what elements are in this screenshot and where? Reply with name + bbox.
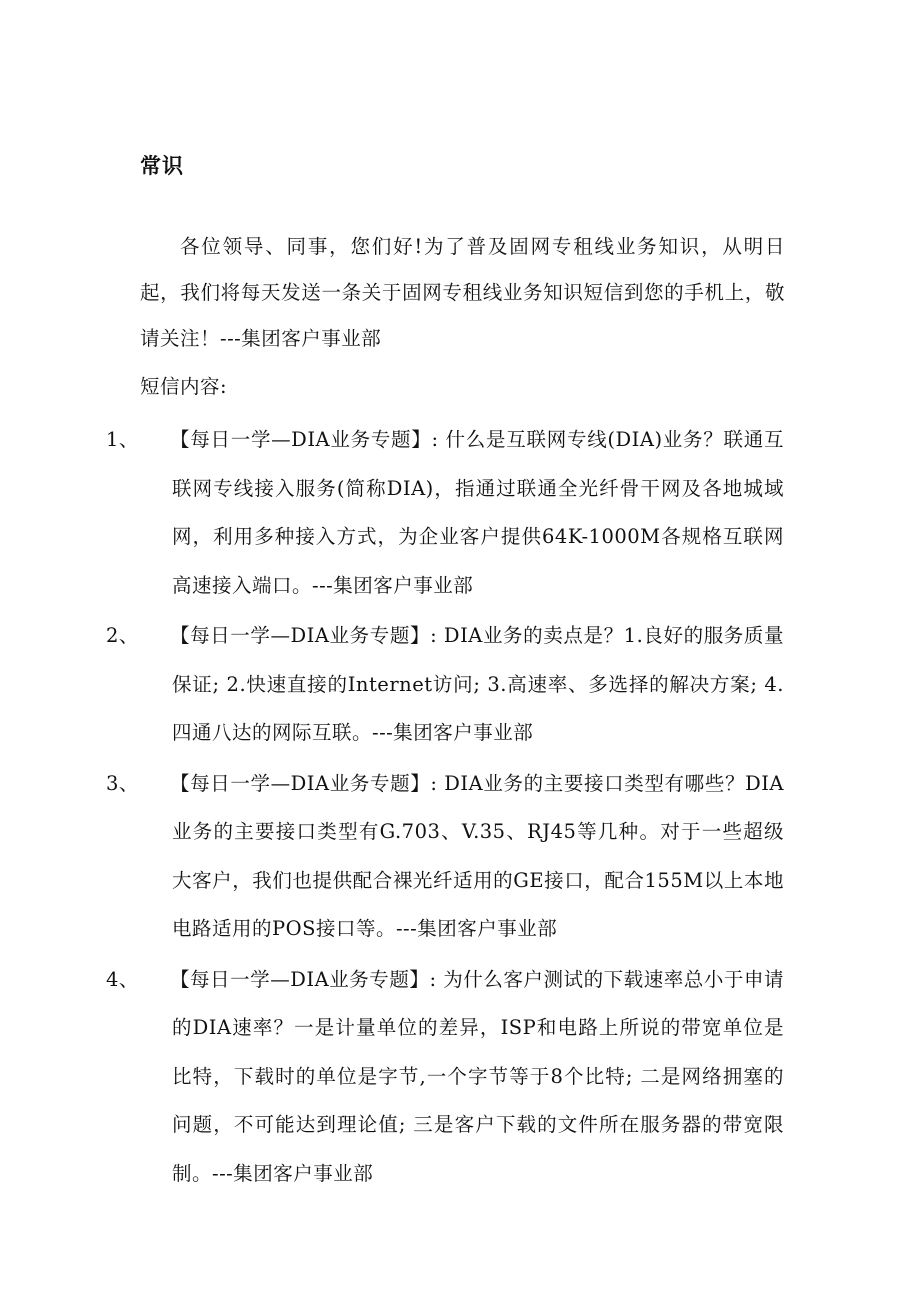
list-item bbox=[0, 760, 920, 954]
list-item-tag: 【每日一学—DIA业务专题】 bbox=[170, 428, 432, 451]
list-item-body: : 为什么客户测试的下载速率总小于申请的DIA速率？一是计量单位的差异，ISP和电路上所说的带宽单位是比特，下载时的单位是字节,一个字节等于8个比特; 二是网络拥塞的问题，不可能达到理论值; 三是客户下载的文件所在服务器的带宽限制。---集团客户事业部 bbox=[172, 967, 784, 1185]
list-item-tag: 【每日一学—DIA业务专题】 bbox=[170, 771, 431, 795]
message-list bbox=[0, 416, 920, 1198]
list-item-number: 1、 bbox=[106, 428, 139, 451]
list-item-body: : DIA业务的卖点是？1.良好的服务质量保证; 2.快速直接的Internet访问; 3.高速率、多选择的解决方案; 4.四通八达的网际互联。---集团客户事业部 bbox=[172, 624, 785, 744]
list-item-number: 2、 bbox=[106, 624, 139, 647]
list-item bbox=[0, 612, 920, 758]
message-content-label: 短信内容: bbox=[140, 375, 228, 398]
list-item-body: : DIA业务的主要接口类型有哪些？DIA业务的主要接口类型有G.703、V.35、RJ45等几种。对于一些超级大客户，我们也提供配合裸光纤适用的GE接口，配合155M以上本地电路适用的POS接口等。---集团客户事业部 bbox=[172, 771, 784, 940]
list-item-text bbox=[172, 760, 784, 954]
list-item bbox=[0, 956, 920, 1199]
list-item-number: 4、 bbox=[106, 967, 139, 991]
list-item-number: 3、 bbox=[106, 771, 139, 795]
list-item-tag: 【每日一学—DIA业务专题】 bbox=[170, 967, 430, 991]
list-item bbox=[0, 416, 920, 610]
list-item-body: : 什么是互联网专线(DIA)业务？联通互联网专线接入服务(简称DIA)，指通过联通全光纤骨干网及各地城域网，利用多种接入方式，为企业客户提供64K-1000M各规格互联网高速接入端口。---集团客户事业部 bbox=[172, 428, 784, 597]
list-item-text bbox=[172, 416, 784, 610]
intro-paragraph: 各位领导、同事，您们好!为了普及固网专租线业务知识，从明日起，我们将每天发送一条关于固网专租线业务知识短信到您的手机上，敬请关注！---集团客户事业部 bbox=[140, 235, 785, 350]
list-item-text bbox=[172, 612, 784, 758]
list-item-text bbox=[172, 956, 784, 1199]
list-item-tag: 【每日一学—DIA业务专题】 bbox=[170, 624, 431, 647]
document-heading: 常识 bbox=[140, 153, 184, 178]
